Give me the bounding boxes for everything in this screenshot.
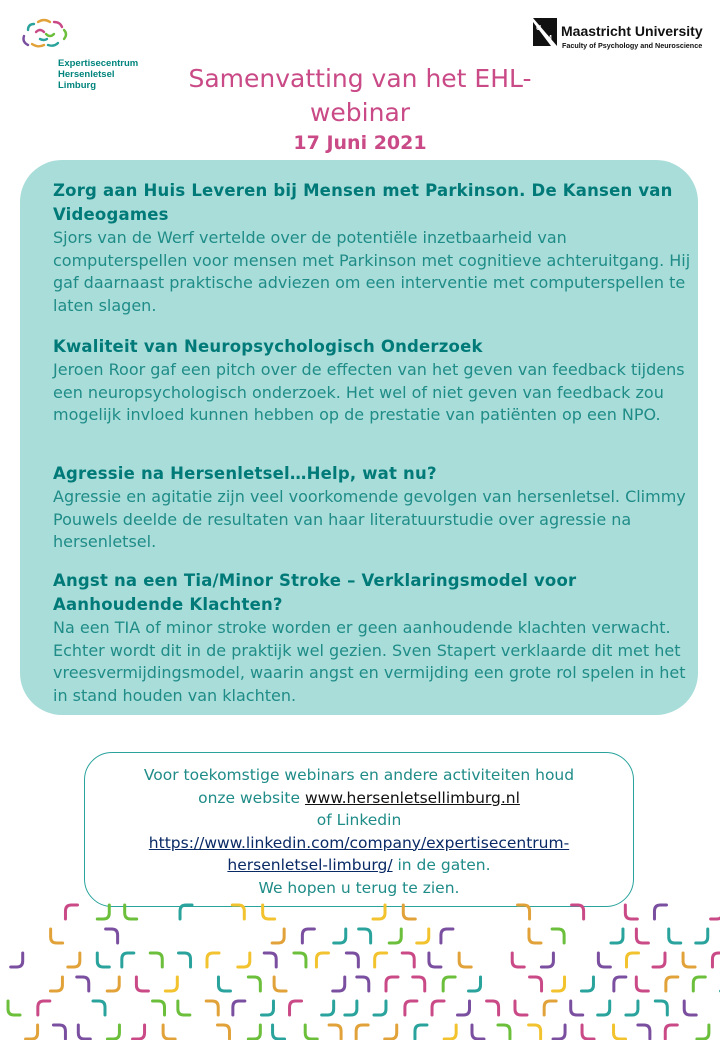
pattern-bracket <box>429 953 441 967</box>
um-logo <box>533 18 718 50</box>
section-body: Na een TIA of minor stroke worden er geen aanhoudende klachten verwacht. Echter wordt dit in de praktijk wel gezien. Sven Stapert verklaarde dit met het vreesvermijdingsmodel, waarin angst en vermijding een grote rol spelen in het in stand houden van klachten. <box>53 618 686 705</box>
pattern-bracket <box>163 1025 175 1039</box>
pattern-bracket <box>38 1001 50 1015</box>
pattern-bracket <box>375 953 387 967</box>
pattern-bracket <box>515 1001 527 1015</box>
pattern-bracket <box>571 1001 583 1015</box>
pattern-bracket <box>125 905 137 919</box>
pattern-bracket <box>305 1025 317 1039</box>
pattern-bracket <box>238 953 250 967</box>
section-title: Kwaliteit van Neuropsychologisch Onderzoek <box>53 337 483 356</box>
pattern-bracket <box>611 929 623 943</box>
linkedin-link-part2[interactable]: hersenletsel-limburg/ <box>227 856 393 874</box>
pattern-bracket <box>711 905 720 919</box>
pattern-bracket <box>261 1001 273 1015</box>
pattern-bracket <box>334 929 346 943</box>
pattern-bracket <box>217 1025 229 1039</box>
pattern-bracket <box>415 1025 427 1039</box>
pattern-bracket <box>544 1001 556 1015</box>
pattern-bracket <box>329 1025 341 1039</box>
pattern-bracket <box>443 977 455 991</box>
pattern-bracket <box>441 929 453 943</box>
pattern-bracket <box>136 977 148 991</box>
pattern-bracket <box>403 905 415 919</box>
pattern-bracket <box>498 1025 510 1039</box>
pattern-bracket <box>153 1001 165 1015</box>
info-box <box>84 752 634 907</box>
pattern-bracket <box>417 929 429 943</box>
svg-text:U: U <box>536 25 542 32</box>
pattern-bracket <box>97 905 109 919</box>
pattern-bracket <box>207 953 219 967</box>
section-title: Agressie na Hersenletsel…Help, wat nu? <box>53 464 437 483</box>
pattern-bracket <box>636 929 648 943</box>
pattern-bracket <box>469 977 481 991</box>
pattern-bracket <box>248 977 260 991</box>
section-body: Agressie en agitatie zijn veel voorkomende gevolgen van hersenletsel. Climmy Pouwels deelde de resultaten van haar literatuurstudie over agressie na hersenletsel. <box>53 487 686 551</box>
pattern-bracket <box>432 1001 444 1015</box>
section-angst <box>53 569 693 707</box>
section-neuropsych <box>53 335 693 427</box>
pattern-bracket <box>697 1025 709 1039</box>
pattern-bracket <box>683 953 695 967</box>
um-faculty: Faculty of Psychology and Neuroscience <box>562 41 703 50</box>
pattern-bracket <box>405 1001 417 1015</box>
pattern-bracket <box>625 905 637 919</box>
pattern-bracket <box>8 1001 20 1015</box>
info-line3: of Linkedin <box>316 811 402 829</box>
pattern-bracket <box>65 905 77 919</box>
pattern-bracket <box>654 905 666 919</box>
pattern-bracket <box>529 929 541 943</box>
pattern-bracket <box>512 953 524 967</box>
section-body: Sjors van de Werf vertelde over de potentiële inzetbaarheid van computerspellen voor mensen met Parkinson met cognitieve achteruitgang. Hij gaf daarnaast praktische adviezen om een interventie met computerspellen te laten slagen. <box>53 228 691 315</box>
pattern-bracket <box>133 1025 145 1039</box>
section-title: Angst na een Tia/Minor Stroke – Verklaringsmodel voor Aanhoudende Klachten? <box>53 571 577 614</box>
pattern-bracket <box>582 1025 594 1039</box>
pattern-bracket <box>97 953 109 967</box>
pattern-bracket <box>232 905 244 919</box>
info-line4-suffix: in de gaten. <box>392 856 491 874</box>
pattern-bracket <box>653 953 665 967</box>
pattern-bracket <box>78 1025 90 1039</box>
linkedin-link-part1[interactable]: https://www.linkedin.com/company/expertisecentrum- <box>148 833 570 852</box>
pattern-bracket <box>626 1001 638 1015</box>
pattern-bracket <box>206 1001 218 1015</box>
brain-logo-icon <box>18 14 78 58</box>
pattern-bracket <box>346 953 358 967</box>
pattern-bracket <box>373 905 385 919</box>
pattern-bracket <box>655 1001 667 1015</box>
pattern-bracket <box>572 905 584 919</box>
pattern-bracket <box>444 1025 456 1039</box>
page-title <box>100 62 620 130</box>
pattern-bracket <box>614 1025 626 1039</box>
pattern-bracket <box>333 977 345 991</box>
pattern-bracket <box>487 1001 499 1015</box>
pattern-bracket <box>233 1001 245 1015</box>
pattern-bracket <box>357 977 369 991</box>
pattern-bracket <box>316 953 328 967</box>
pattern-bracket <box>93 1001 105 1015</box>
pattern-bracket <box>165 977 177 991</box>
pattern-bracket <box>472 1025 484 1039</box>
pattern-bracket <box>552 929 564 943</box>
svg-text:M: M <box>546 35 552 42</box>
pattern-bracket <box>122 953 134 967</box>
ehl-logo-line1: Expertisecentrum <box>58 58 139 69</box>
pattern-bracket <box>180 905 192 919</box>
webinar-date: 17 Juni 2021 <box>293 132 427 154</box>
pattern-bracket <box>712 953 720 967</box>
pattern-bracket <box>77 977 89 991</box>
pattern-bracket <box>359 929 371 943</box>
pattern-bracket <box>248 1025 260 1039</box>
website-link[interactable]: www.hersenletsellimburg.nl <box>304 788 520 807</box>
pattern-bracket <box>541 953 553 967</box>
summary-panel <box>20 160 698 715</box>
ehl-logo-line3: Limburg <box>58 80 96 91</box>
pattern-bracket <box>518 905 530 919</box>
pattern-bracket <box>11 953 23 967</box>
um-emblem-icon <box>533 18 557 46</box>
pattern-bracket <box>150 953 162 967</box>
pattern-bracket <box>107 1025 119 1039</box>
pattern-bracket <box>693 977 705 991</box>
pattern-bracket <box>627 953 639 967</box>
pattern-bracket <box>106 929 118 943</box>
pattern-bracket <box>386 977 398 991</box>
pattern-bracket <box>274 977 286 991</box>
ehl-logo-line2: Hersenletsel <box>58 69 115 80</box>
pattern-bracket <box>638 1025 650 1039</box>
pattern-bracket <box>402 953 414 967</box>
pattern-bracket <box>263 905 275 919</box>
pattern-bracket <box>53 1025 65 1039</box>
section-body: Jeroen Roor gaf een pitch over de effecten van het geven van feedback tijdens een neuropsychologisch onderzoek. Het wel of niet geven van feedback zou mogelijk invloed kunnen hebben op de prestatie van patiënten op een NPO. <box>53 360 685 424</box>
pattern-bracket <box>458 1001 470 1015</box>
pattern-bracket <box>459 953 471 967</box>
pattern-bracket <box>290 1001 302 1015</box>
pattern-bracket <box>50 977 62 991</box>
section-videogames <box>53 179 693 317</box>
pattern-bracket <box>553 977 565 991</box>
pattern-bracket <box>68 953 80 967</box>
section-agressie <box>53 462 693 554</box>
pattern-bracket <box>581 977 593 991</box>
pattern-bracket <box>669 929 681 943</box>
section-title: Zorg aan Huis Leveren bij Mensen met Parkinson. De Kansen van Videogames <box>53 181 673 224</box>
pattern-bracket <box>666 977 678 991</box>
pattern-bracket <box>264 953 276 967</box>
pattern-bracket <box>374 1001 386 1015</box>
info-line2-prefix: onze website <box>198 788 305 807</box>
pattern-bracket <box>598 1001 610 1015</box>
pattern-bracket <box>529 1025 541 1039</box>
info-line5 <box>85 854 633 877</box>
pattern-bracket <box>107 977 119 991</box>
pattern-bracket <box>273 1025 285 1039</box>
pattern-bracket <box>356 1025 368 1039</box>
pattern-bracket <box>179 953 191 967</box>
info-line4 <box>85 832 633 855</box>
pattern-bracket <box>598 953 610 967</box>
pattern-bracket <box>413 977 425 991</box>
pattern-bracket <box>272 929 284 943</box>
pattern-bracket <box>614 977 626 991</box>
pattern-bracket <box>345 1001 357 1015</box>
pattern-bracket <box>218 977 230 991</box>
pattern-bracket <box>26 1025 38 1039</box>
title-line1: Samenvatting van het EHL- <box>188 64 532 93</box>
pattern-bracket <box>385 1025 397 1039</box>
title-line2: webinar <box>309 98 411 127</box>
pattern-bracket <box>294 953 306 967</box>
pattern-bracket <box>302 929 314 943</box>
pattern-bracket <box>696 929 708 943</box>
info-line1: Voor toekomstige webinars en andere activiteiten houd <box>143 766 575 784</box>
decorative-pattern <box>0 895 720 1040</box>
pattern-bracket <box>553 1025 565 1039</box>
pattern-bracket <box>322 1001 334 1015</box>
pattern-bracket <box>684 1001 696 1015</box>
pattern-bracket <box>665 1025 677 1039</box>
pattern-bracket <box>389 929 401 943</box>
pattern-bracket <box>51 929 63 943</box>
pattern-bracket <box>178 1001 190 1015</box>
info-line2 <box>85 787 633 810</box>
pattern-bracket <box>636 977 648 991</box>
pattern-bracket <box>530 977 542 991</box>
info-line6: We hopen u terug te zien. <box>258 878 460 897</box>
um-name: Maastricht University <box>561 23 703 39</box>
